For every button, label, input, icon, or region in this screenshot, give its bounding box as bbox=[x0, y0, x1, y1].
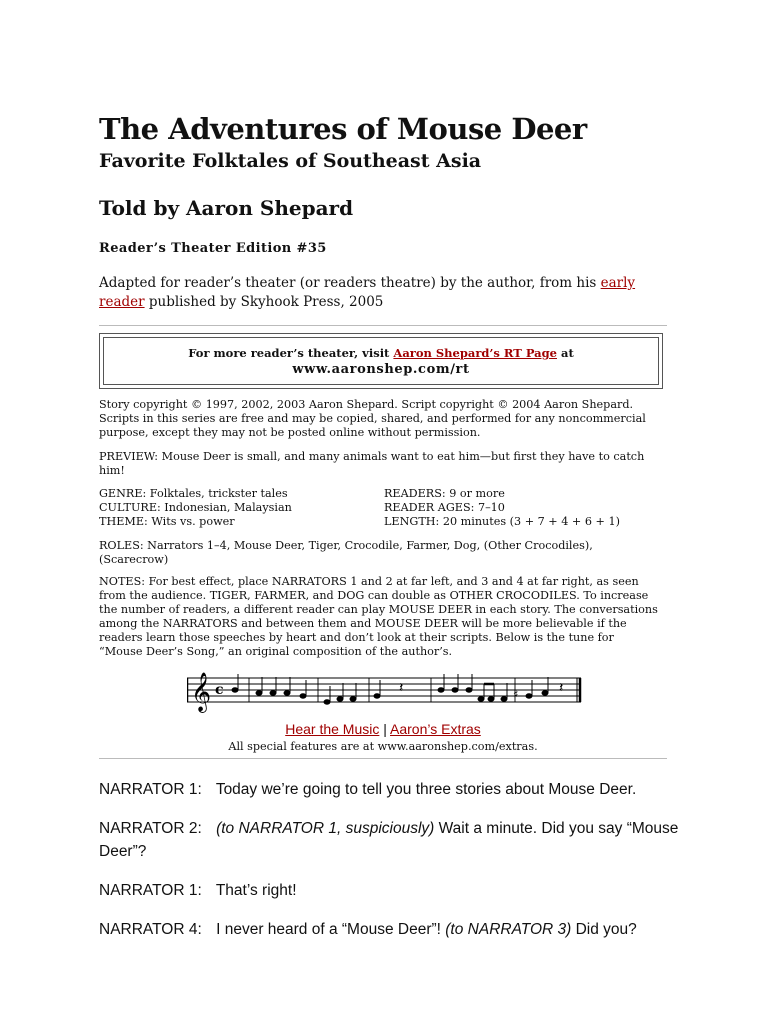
meta-length: LENGTH: 20 minutes (3 + 7 + 4 + 6 + 1) bbox=[384, 515, 620, 528]
line-text: Did you? bbox=[571, 921, 637, 938]
notes-text: NOTES: For best effect, place NARRATORS 1 and 2 at far left, and 3 and 4 at far right, as seen from the audience. TIGER, FARMER, and DOG can double as OTHER CROCODILES. To increase the number of readers, a different reader can play MOUSE DEER in each story. The conversations among the NARRATORS and between them and MOUSE DEER will be more believable if the readers learn those speeches by heart and don’t look at their scripts. Below is the tune for “Mouse Deer’s Song,” an original composition of the author’s. bbox=[99, 575, 658, 658]
meta-row bbox=[99, 501, 659, 515]
line-text: Wait a minute. Did you say “Mouse Deer”? bbox=[99, 820, 679, 860]
line-text: That’s right! bbox=[215, 882, 297, 899]
adapted-paragraph bbox=[99, 274, 667, 312]
rt-box-url: www.aaronshep.com/rt bbox=[292, 362, 470, 377]
music-staff bbox=[187, 670, 583, 720]
svg-text:c: c bbox=[215, 682, 224, 698]
line-text: I never heard of a “Mouse Deer”! bbox=[216, 921, 446, 938]
rt-page-link[interactable]: Aaron Shepard’s RT Page bbox=[393, 346, 557, 360]
rt-box-text: For more reader’s theater, visit bbox=[188, 346, 394, 360]
divider bbox=[99, 325, 667, 326]
speaker-label: NARRATOR 4: bbox=[99, 921, 202, 938]
edition-line: Reader’s Theater Edition #35 bbox=[99, 241, 327, 256]
meta-readers: READERS: 9 or more bbox=[384, 487, 505, 500]
special-features-note: All special features are at www.aaronshep.com/extras. bbox=[228, 740, 538, 753]
page-subtitle: Favorite Folktales of Southeast Asia bbox=[99, 150, 482, 172]
stage-direction: (to NARRATOR 1, suspiciously) bbox=[216, 820, 435, 837]
stage-direction: (to NARRATOR 3) bbox=[445, 921, 572, 938]
meta-info bbox=[99, 487, 659, 529]
feature-links bbox=[99, 721, 667, 737]
script-line bbox=[99, 879, 679, 902]
rt-box-text-after: at bbox=[556, 346, 574, 360]
rt-page-box bbox=[99, 333, 663, 389]
aarons-extras-link[interactable]: Aaron’s Extras bbox=[390, 721, 481, 737]
script-line bbox=[99, 778, 679, 801]
adapted-text-before: Adapted for reader’s theater (or readers theatre) by the author, from his bbox=[99, 275, 601, 291]
meta-culture: CULTURE: Indonesian, Malaysian bbox=[99, 501, 292, 514]
divider bbox=[99, 758, 667, 759]
page-title: The Adventures of Mouse Deer bbox=[99, 112, 587, 146]
copyright-notice: Story copyright © 1997, 2002, 2003 Aaron Shepard. Script copyright © 2004 Aaron Shepard. Scripts in this series are free and may be copied, shared, and performed for any noncommercial purpose, except they may not be posted online without permission. bbox=[99, 398, 646, 439]
hear-music-link[interactable]: Hear the Music bbox=[285, 721, 380, 737]
link-separator: | bbox=[383, 721, 387, 737]
script-body bbox=[99, 778, 679, 957]
rt-box-line1 bbox=[104, 346, 658, 360]
speaker-label: NARRATOR 1: bbox=[99, 882, 202, 899]
speaker-label: NARRATOR 2: bbox=[99, 820, 202, 837]
meta-row bbox=[99, 515, 659, 529]
meta-theme: THEME: Wits vs. power bbox=[99, 515, 235, 528]
rt-page-box-inner bbox=[103, 337, 659, 385]
meta-reader-ages: READER AGES: 7–10 bbox=[384, 501, 505, 514]
early-reader-link[interactable]: early reader bbox=[99, 275, 636, 310]
script-line bbox=[99, 918, 679, 941]
speaker-label: NARRATOR 1: bbox=[99, 781, 202, 798]
meta-row bbox=[99, 487, 659, 501]
preview-text: PREVIEW: Mouse Deer is small, and many animals want to eat him—but first they have to catch him! bbox=[99, 450, 645, 477]
script-line bbox=[99, 817, 679, 863]
svg-text:𝄞: 𝄞 bbox=[191, 672, 212, 712]
svg-text:𝄽: 𝄽 bbox=[559, 680, 564, 696]
svg-text:♯: ♯ bbox=[513, 688, 519, 701]
svg-text:𝄽: 𝄽 bbox=[399, 680, 404, 696]
meta-genre: GENRE: Folktales, trickster tales bbox=[99, 487, 288, 500]
mouse-deer-song-notation bbox=[187, 670, 583, 716]
roles-text: ROLES: Narrators 1–4, Mouse Deer, Tiger, Crocodile, Farmer, Dog, (Other Crocodiles), (Scarecrow) bbox=[99, 539, 593, 566]
adapted-text-after: published by Skyhook Press, 2005 bbox=[144, 294, 384, 310]
author-line: Told by Aaron Shepard bbox=[99, 196, 354, 220]
line-text: Today we’re going to tell you three stories about Mouse Deer. bbox=[215, 781, 637, 798]
